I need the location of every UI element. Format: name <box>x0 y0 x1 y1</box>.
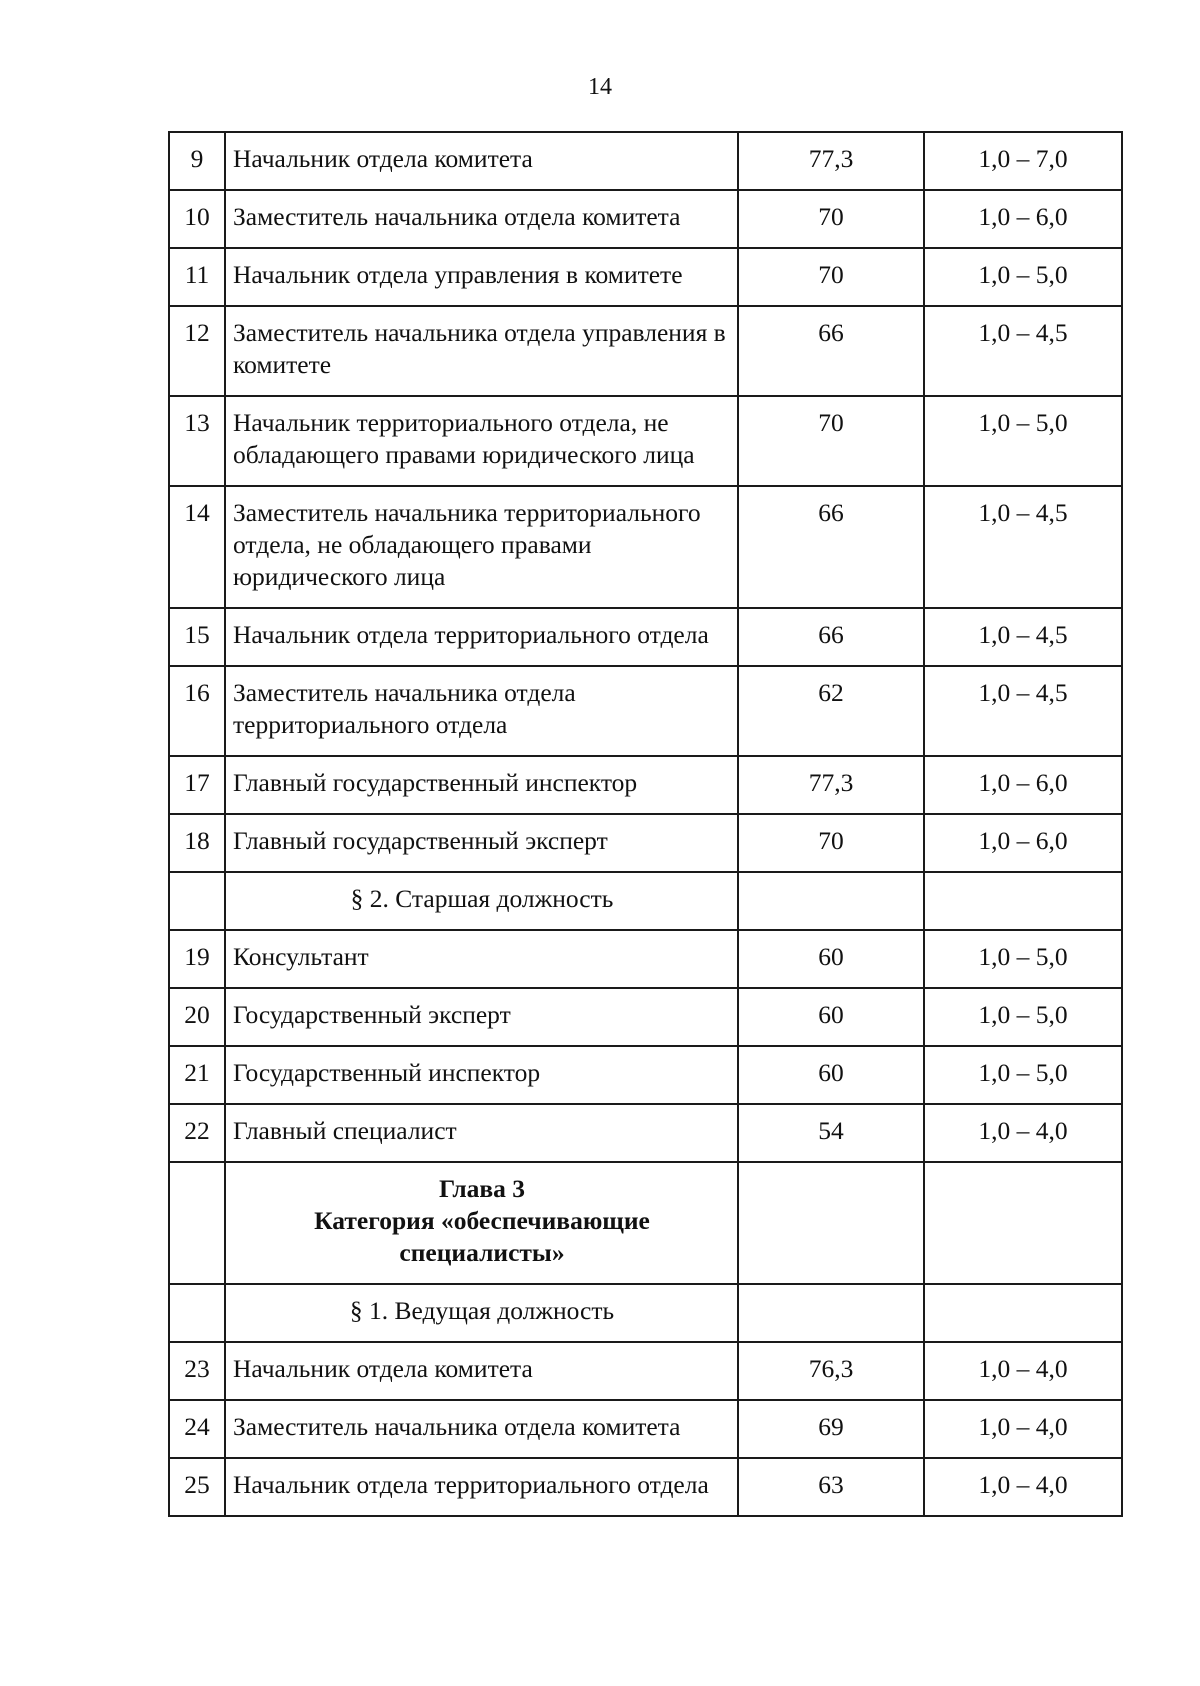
table-row <box>169 988 1122 1046</box>
salary-value: 60 <box>738 988 924 1046</box>
salary-value: 70 <box>738 248 924 306</box>
section-title: § 1. Ведущая должность <box>225 1284 738 1342</box>
row-number: 11 <box>169 248 225 306</box>
page-number: 14 <box>588 74 612 100</box>
coefficient-range: 1,0 – 4,5 <box>924 486 1122 608</box>
table-row <box>169 486 1122 608</box>
salary-value: 70 <box>738 396 924 486</box>
salary-value <box>738 872 924 930</box>
position-title: Начальник территориального отдела, не обладающего правами юридического лица <box>225 396 738 486</box>
salary-value: 62 <box>738 666 924 756</box>
table-row <box>169 930 1122 988</box>
coefficient-range <box>924 872 1122 930</box>
salary-value: 70 <box>738 814 924 872</box>
coefficient-range: 1,0 – 4,5 <box>924 666 1122 756</box>
table-row <box>169 396 1122 486</box>
position-title: Заместитель начальника отдела комитета <box>225 1400 738 1458</box>
salary-value <box>738 1162 924 1284</box>
position-title: Государственный инспектор <box>225 1046 738 1104</box>
position-title: Главный государственный эксперт <box>225 814 738 872</box>
chapter-title-line: Глава 3 <box>438 1174 526 1203</box>
coefficient-range: 1,0 – 4,5 <box>924 306 1122 396</box>
table-row <box>169 306 1122 396</box>
salary-value: 66 <box>738 608 924 666</box>
table-row <box>169 190 1122 248</box>
chapter-title <box>225 1162 738 1284</box>
row-number <box>169 1284 225 1342</box>
coefficient-range: 1,0 – 5,0 <box>924 988 1122 1046</box>
coefficient-range: 1,0 – 5,0 <box>924 396 1122 486</box>
salary-value: 60 <box>738 1046 924 1104</box>
row-number <box>169 872 225 930</box>
chapter-row <box>169 1162 1122 1284</box>
coefficient-range: 1,0 – 6,0 <box>924 814 1122 872</box>
position-title: Начальник отдела территориального отдела <box>225 608 738 666</box>
coefficient-range: 1,0 – 6,0 <box>924 190 1122 248</box>
positions-table <box>168 131 1123 1517</box>
table-row <box>169 608 1122 666</box>
table-row <box>169 1046 1122 1104</box>
coefficient-range: 1,0 – 4,0 <box>924 1342 1122 1400</box>
position-title: Заместитель начальника территориального отдела, не обладающего правами юридического лица <box>225 486 738 608</box>
salary-value: 77,3 <box>738 132 924 190</box>
row-number: 9 <box>169 132 225 190</box>
salary-value: 54 <box>738 1104 924 1162</box>
position-title: Заместитель начальника отдела управления в комитете <box>225 306 738 396</box>
row-number: 15 <box>169 608 225 666</box>
table-row <box>169 248 1122 306</box>
salary-value: 60 <box>738 930 924 988</box>
coefficient-range: 1,0 – 5,0 <box>924 248 1122 306</box>
coefficient-range: 1,0 – 5,0 <box>924 930 1122 988</box>
salary-value <box>738 1284 924 1342</box>
row-number: 16 <box>169 666 225 756</box>
salary-value: 70 <box>738 190 924 248</box>
table-row <box>169 1458 1122 1516</box>
salary-value: 77,3 <box>738 756 924 814</box>
position-title: Государственный эксперт <box>225 988 738 1046</box>
row-number: 20 <box>169 988 225 1046</box>
row-number: 12 <box>169 306 225 396</box>
coefficient-range: 1,0 – 7,0 <box>924 132 1122 190</box>
chapter-title-line: специалисты» <box>399 1238 565 1267</box>
row-number: 19 <box>169 930 225 988</box>
row-number: 23 <box>169 1342 225 1400</box>
position-title: Консультант <box>225 930 738 988</box>
row-number: 18 <box>169 814 225 872</box>
row-number <box>169 1162 225 1284</box>
table-row <box>169 1400 1122 1458</box>
row-number: 25 <box>169 1458 225 1516</box>
section-title: § 2. Старшая должность <box>225 872 738 930</box>
row-number: 21 <box>169 1046 225 1104</box>
table-row <box>169 756 1122 814</box>
coefficient-range <box>924 1162 1122 1284</box>
position-title: Начальник отдела управления в комитете <box>225 248 738 306</box>
section-row <box>169 1284 1122 1342</box>
salary-value: 66 <box>738 306 924 396</box>
table-row <box>169 132 1122 190</box>
coefficient-range: 1,0 – 5,0 <box>924 1046 1122 1104</box>
row-number: 14 <box>169 486 225 608</box>
position-title: Начальник отдела комитета <box>225 132 738 190</box>
coefficient-range: 1,0 – 4,5 <box>924 608 1122 666</box>
coefficient-range <box>924 1284 1122 1342</box>
coefficient-range: 1,0 – 4,0 <box>924 1458 1122 1516</box>
row-number: 10 <box>169 190 225 248</box>
salary-value: 69 <box>738 1400 924 1458</box>
position-title: Начальник отдела территориального отдела <box>225 1458 738 1516</box>
row-number: 24 <box>169 1400 225 1458</box>
position-title: Главный государственный инспектор <box>225 756 738 814</box>
table-row <box>169 666 1122 756</box>
coefficient-range: 1,0 – 4,0 <box>924 1104 1122 1162</box>
table-row <box>169 1104 1122 1162</box>
section-row <box>169 872 1122 930</box>
row-number: 13 <box>169 396 225 486</box>
salary-value: 63 <box>738 1458 924 1516</box>
positions-table-body <box>169 132 1122 1516</box>
chapter-title-line: Категория «обеспечивающие <box>314 1206 650 1235</box>
salary-value: 76,3 <box>738 1342 924 1400</box>
salary-value: 66 <box>738 486 924 608</box>
coefficient-range: 1,0 – 6,0 <box>924 756 1122 814</box>
table-row <box>169 1342 1122 1400</box>
position-title: Начальник отдела комитета <box>225 1342 738 1400</box>
position-title: Заместитель начальника отдела комитета <box>225 190 738 248</box>
table-row <box>169 814 1122 872</box>
coefficient-range: 1,0 – 4,0 <box>924 1400 1122 1458</box>
position-title: Главный специалист <box>225 1104 738 1162</box>
row-number: 17 <box>169 756 225 814</box>
row-number: 22 <box>169 1104 225 1162</box>
position-title: Заместитель начальника отдела территориального отдела <box>225 666 738 756</box>
